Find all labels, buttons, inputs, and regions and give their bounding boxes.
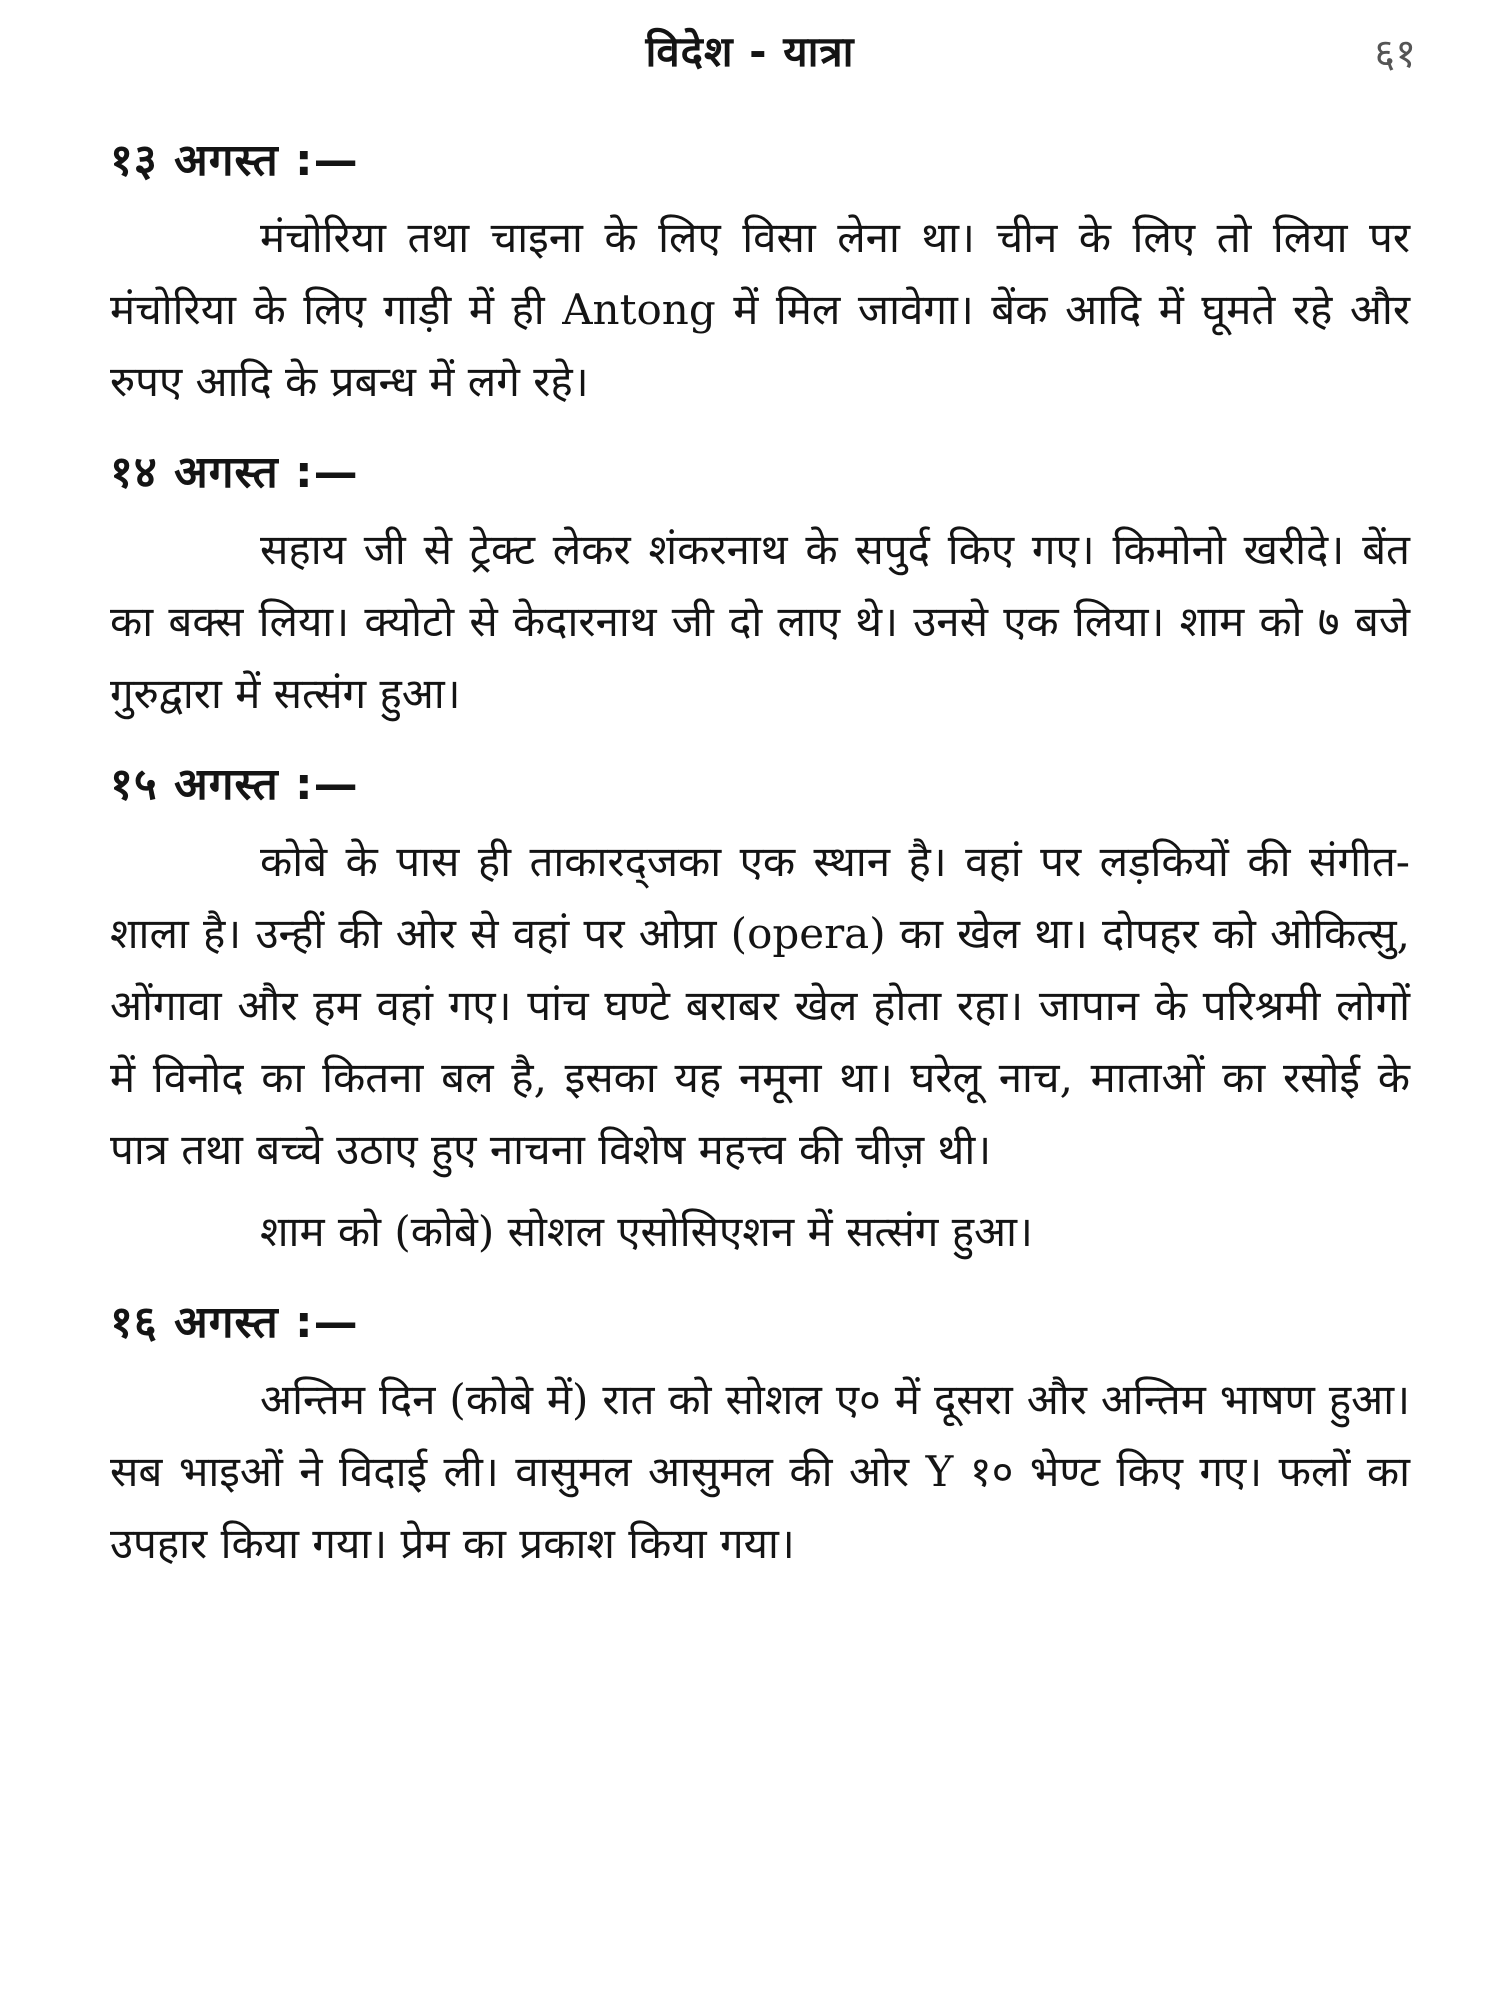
entry-paragraph: कोबे के पास ही ताकारद्जका एक स्थान है। वहां पर लड़कियों की संगीत-शाला है। उन्हीं की ओर से वहां पर ओप्रा (opera) का खेल था। दोपहर को ओकित्सु, ओंगावा और हम वहां गए। पांच घण्टे बराबर खेल होता रहा। जापान के परिश्रमी लोगों में विनोद का कितना बल है, इसका यह नमूना था। घरेलू नाच, माताओं का रसोई के पात्र तथा बच्चे उठाए हुए नाचना विशेष महत्त्व की चीज़ थी। [110, 837, 1410, 1174]
entry-paragraph: मंचोरिया तथा चाइना के लिए विसा लेना था। चीन के लिए तो लिया पर मंचोरिया के लिए गाड़ी में ही Antong में मिल जावेगा। बेंक आदि में घूमते रहे और रुपए आदि के प्रबन्ध में लगे रहे। [110, 213, 1410, 406]
entry-paragraph: सहाय जी से ट्रेक्ट लेकर शंकरनाथ के सपुर्द किए गए। किमोनो खरीदे। बेंत का बक्स लिया। क्योटो से केदारनाथ जी दो लाए थे। उनसे एक लिया। शाम को ७ बजे गुरुद्वारा में सत्संग हुआ। [110, 525, 1410, 718]
page-number: ६१ [1374, 31, 1416, 77]
entry-date-heading: १४ अगस्त :— [110, 447, 359, 498]
page-body [110, 128, 1410, 1602]
diary-entry-14-august [110, 440, 1410, 730]
entry-date-heading: १६ अगस्त :— [110, 1297, 359, 1348]
diary-entry-13-august [110, 128, 1410, 418]
diary-entry-15-august [110, 752, 1410, 1268]
entry-paragraph: अन्तिम दिन (कोबे में) रात को सोशल ए० में दूसरा और अन्तिम भाषण हुआ। सब भाइओं ने विदाई ली। वासुमल आसुमल की ओर Y १० भेण्ट किए गए। फलों का उपहार किया गया। प्रेम का प्रकाश किया गया। [110, 1375, 1410, 1568]
running-header [0, 18, 1500, 88]
entry-paragraph: शाम को (कोबे) सोशल एसोसिएशन में सत्संग हुआ। [260, 1207, 1033, 1256]
entry-date-heading: १३ अगस्त :— [110, 135, 359, 186]
running-title: विदेश - यात्रा [645, 27, 855, 76]
entry-date-heading: १५ अगस्त :— [110, 759, 359, 810]
diary-entry-16-august [110, 1290, 1410, 1580]
